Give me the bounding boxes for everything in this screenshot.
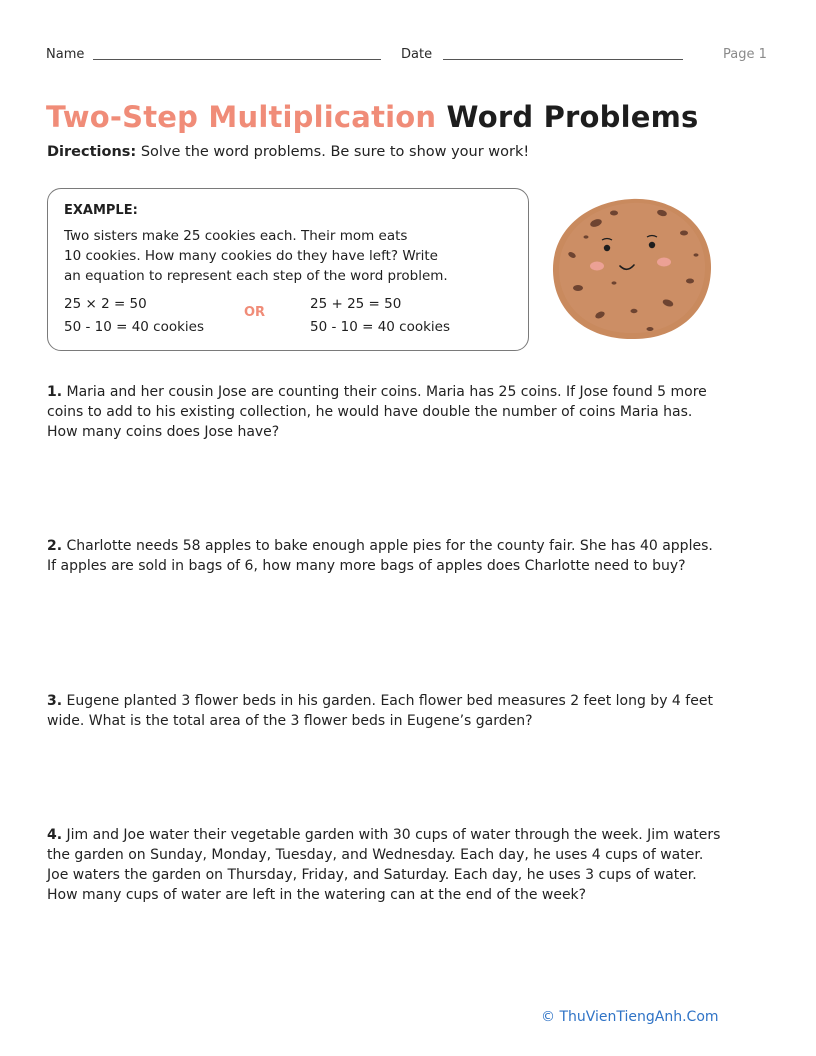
directions	[47, 144, 529, 160]
equation: 25 × 2 = 50	[64, 296, 147, 312]
question-3	[47, 691, 797, 731]
example-line: 10 cookies. How many cookies do they have left? Write	[64, 248, 438, 264]
equation: 50 - 10 = 40 cookies	[64, 319, 205, 335]
example-line: an equation to represent each step of the word problem.	[64, 268, 448, 284]
name-line[interactable]	[93, 59, 381, 60]
example-line: Two sisters make 25 cookies each. Their mom eats	[64, 228, 408, 244]
footer-link[interactable]: © ThuVienTiengAnh.Com	[541, 1009, 719, 1025]
equation: 25 + 25 = 50	[310, 296, 402, 312]
question-line: How many coins does Jose have?	[47, 424, 280, 440]
question-number: 3.	[47, 693, 63, 709]
example-box	[47, 188, 529, 351]
equation: 50 - 10 = 40 cookies	[310, 319, 451, 335]
question-line: Charlotte needs 58 apples to bake enough apple pies for the county fair. She has 40 apples.	[66, 538, 713, 554]
question-line: the garden on Sunday, Monday, Tuesday, and Wednesday. Each day, he uses 4 cups of water.	[47, 847, 704, 863]
directions-text: Solve the word problems. Be sure to show your work!	[140, 144, 530, 160]
directions-label: Directions:	[47, 144, 137, 160]
question-line: Maria and her cousin Jose are counting their coins. Maria has 25 coins. If Jose found 5 more	[66, 384, 707, 400]
or-label: OR	[244, 305, 266, 320]
example-text	[64, 226, 514, 286]
question-number: 1.	[47, 384, 63, 400]
page-number: Page 1	[723, 47, 767, 62]
title-accent: Two-Step Multiplication	[46, 100, 437, 134]
question-line: coins to add to his existing collection, he would have double the number of coins Maria has.	[47, 404, 693, 420]
question-4	[47, 825, 797, 905]
question-line: wide. What is the total area of the 3 flower beds in Eugene’s garden?	[47, 713, 533, 729]
question-2	[47, 536, 797, 576]
question-line: Jim and Joe water their vegetable garden with 30 cups of water through the week. Jim waters	[66, 827, 721, 843]
question-line: If apples are sold in bags of 6, how many more bags of apples does Charlotte need to buy?	[47, 558, 686, 574]
question-line: Joe waters the garden on Thursday, Friday, and Saturday. Each day, he uses 3 cups of water.	[47, 867, 697, 883]
question-1	[47, 382, 797, 442]
name-label: Name	[46, 47, 85, 62]
date-line[interactable]	[443, 59, 683, 60]
question-line: How many cups of water are left in the watering can at the end of the week?	[47, 887, 587, 903]
question-number: 2.	[47, 538, 63, 554]
smiling-cookie-icon	[550, 193, 714, 343]
question-number: 4.	[47, 827, 63, 843]
title-dark: Word Problems	[446, 100, 699, 134]
example-label: EXAMPLE:	[64, 203, 138, 218]
example-equations-left	[64, 293, 204, 339]
date-label: Date	[401, 47, 433, 62]
example-equations-right	[310, 293, 450, 339]
page-title	[46, 100, 699, 134]
question-line: Eugene planted 3 flower beds in his garden. Each flower bed measures 2 feet long by 4 feet	[66, 693, 713, 709]
